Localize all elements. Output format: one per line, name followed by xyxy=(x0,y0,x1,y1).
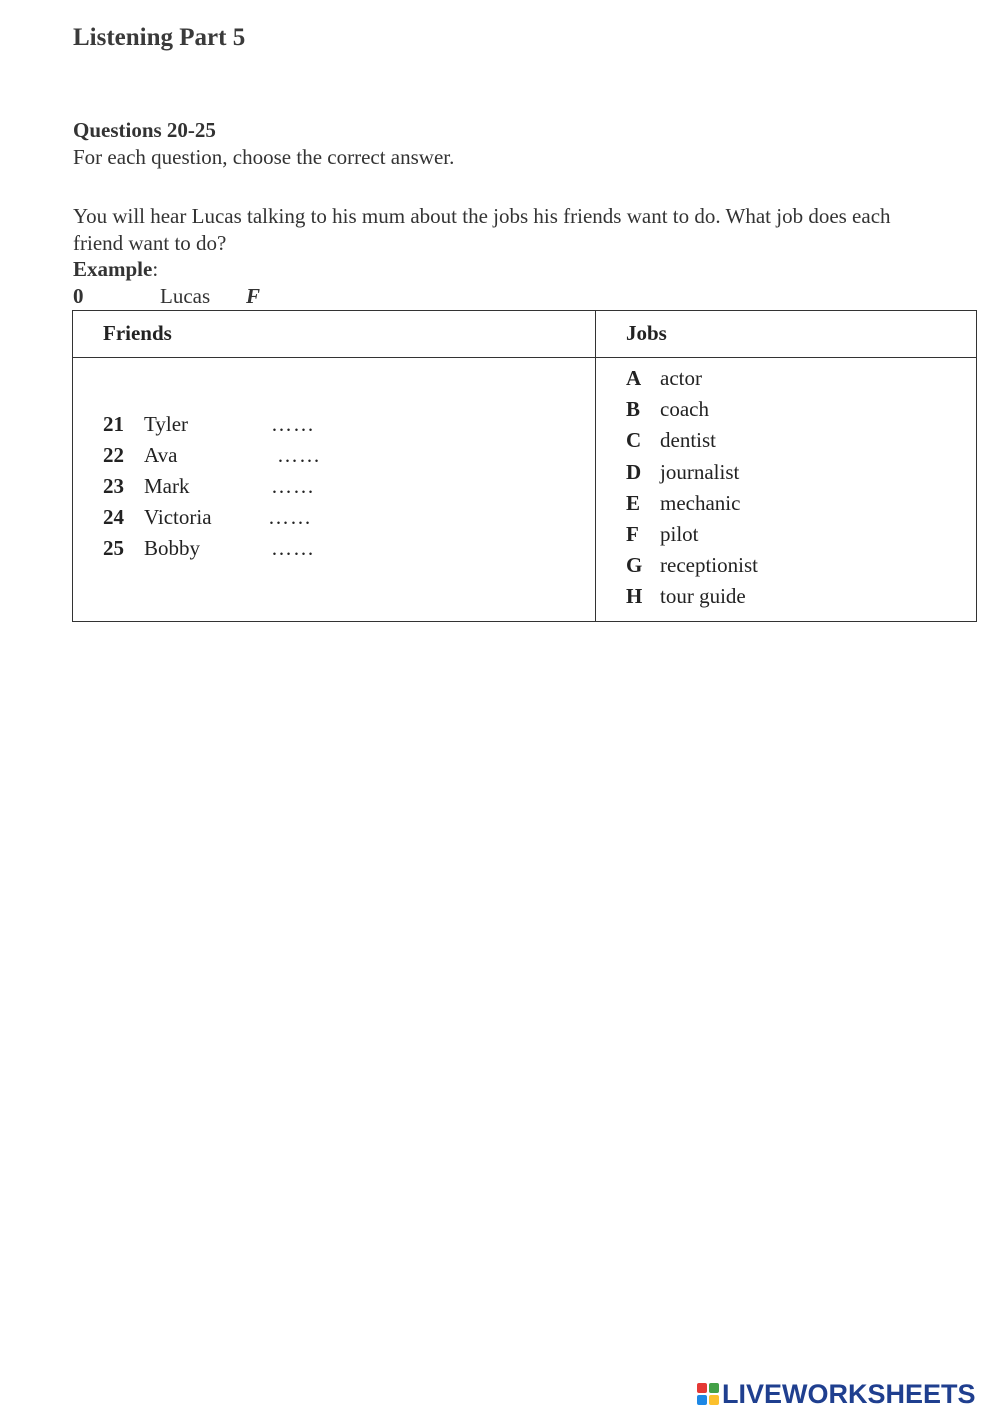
answer-blank[interactable]: …… xyxy=(277,443,321,467)
friend-number: 24 xyxy=(103,505,124,529)
friend-number: 23 xyxy=(103,474,124,498)
job-label: mechanic xyxy=(660,490,741,515)
friend-name: Ava xyxy=(144,443,178,467)
friend-name: Victoria xyxy=(144,505,212,529)
table-divider-horizontal xyxy=(73,357,976,358)
job-label: pilot xyxy=(660,521,699,546)
answer-blank[interactable]: …… xyxy=(268,505,312,529)
jobs-column-header: Jobs xyxy=(626,321,667,345)
job-label: dentist xyxy=(660,428,716,453)
job-letter: D xyxy=(626,459,642,484)
friends-column-header: Friends xyxy=(103,321,172,345)
example-name: Lucas xyxy=(160,284,211,308)
job-letter: F xyxy=(626,521,639,546)
answer-blank[interactable]: …… xyxy=(271,536,315,560)
logo-square-blue xyxy=(697,1395,707,1405)
job-label: journalist xyxy=(660,459,740,484)
liveworksheets-logo[interactable] xyxy=(697,1377,976,1411)
job-letter: B xyxy=(626,397,641,422)
example-label-text: Example xyxy=(73,257,153,281)
answer-blank[interactable]: …… xyxy=(271,474,315,498)
job-label: receptionist xyxy=(660,553,758,578)
example-answer: F xyxy=(246,284,261,308)
logo-square-yellow xyxy=(709,1395,719,1405)
job-letter: G xyxy=(626,553,643,578)
matching-table xyxy=(72,310,977,622)
questions-heading: Questions 20-25 xyxy=(73,118,216,142)
answer-blank[interactable]: …… xyxy=(271,412,315,436)
logo-text: LIVEWORKSHEETS xyxy=(722,1378,976,1409)
job-letter: A xyxy=(626,366,642,390)
instruction-text: For each question, choose the correct answer. xyxy=(73,145,455,169)
job-letter: C xyxy=(626,428,642,453)
friend-name: Bobby xyxy=(144,536,201,560)
logo-square-green xyxy=(709,1383,719,1393)
page-title: Listening Part 5 xyxy=(73,24,246,51)
job-letter: E xyxy=(626,490,641,515)
example-number: 0 xyxy=(73,284,84,308)
friend-name: Tyler xyxy=(144,412,189,436)
job-label: tour guide xyxy=(660,584,746,609)
logo-square-red xyxy=(697,1383,707,1393)
friend-number: 22 xyxy=(103,443,124,467)
job-label: actor xyxy=(660,366,702,390)
logo-icon xyxy=(697,1383,719,1405)
job-letter: H xyxy=(626,584,643,609)
friend-name: Mark xyxy=(144,474,190,498)
friend-number: 21 xyxy=(103,412,124,436)
friend-number: 25 xyxy=(103,536,124,560)
example-label xyxy=(73,257,158,282)
job-label: coach xyxy=(660,397,709,422)
example-colon: : xyxy=(152,257,159,281)
intro-text: You will hear Lucas talking to his mum about the jobs his friends want to do. What job does each friend want to do? xyxy=(73,204,891,255)
